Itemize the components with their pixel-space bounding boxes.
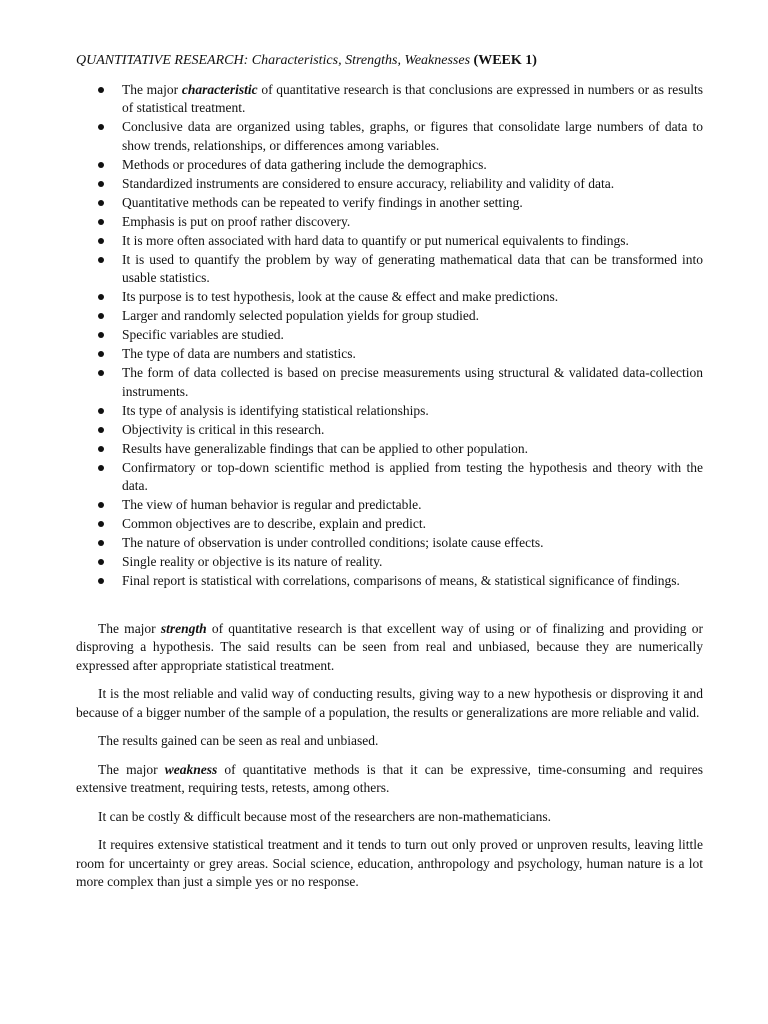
paragraph-text: The results gained can be seen as real and unbiased. — [98, 733, 379, 748]
bullet-icon — [98, 257, 104, 263]
bullet-item — [76, 156, 703, 175]
bullet-item — [76, 572, 703, 591]
paragraph-text-continued: of quantitative research is that excellent way of using or of finalizing and providing or disproving a hypothesis. The said results can be seen from real and unbiased, because they are numerically expressed after appropriate statistical treatment. — [76, 620, 703, 673]
bullet-item — [76, 345, 703, 364]
bullet-icon — [98, 181, 104, 187]
paragraph-text: It is the most reliable and valid way of conducting results, giving way to a new hypothesis or disproving it and because of a bigger number of the sample of a population, the results or generalizations are more reliable and valid. — [76, 686, 703, 720]
bullet-item — [76, 496, 703, 515]
bullet-item — [76, 421, 703, 440]
bullet-item — [76, 515, 703, 534]
bullet-icon — [98, 502, 104, 508]
bullet-text: Larger and randomly selected population yields for group studied. — [122, 308, 480, 323]
bullet-text: Objectivity is critical in this research. — [122, 421, 325, 437]
bullet-item — [76, 326, 703, 345]
bullet-text: Methods or procedures of data gathering include the demographics. — [122, 156, 487, 172]
body-paragraph — [76, 808, 703, 827]
bullet-icon — [98, 294, 104, 300]
bullet-icon — [98, 124, 104, 130]
bullet-item — [76, 364, 703, 401]
paragraph-text: It requires extensive statistical treatment and it tends to turn out only proved or unproven results, leaving little room for uncertainty or grey areas. Social science, education, anthropology and psychology, human nature is a lot more complex than just a simple yes or no response. — [76, 837, 703, 889]
bullet-text-continued: of quantitative research is that conclusions are expressed in numbers or as results of statistical treatment. — [122, 81, 703, 115]
bullet-icon — [98, 313, 104, 319]
bullet-text: Its purpose is to test hypothesis, look at the cause & effect and make predictions. — [122, 289, 559, 304]
body-paragraph — [76, 836, 703, 892]
bullet-icon — [98, 540, 104, 546]
bullet-icon — [98, 219, 104, 225]
bullet-icon — [98, 238, 104, 244]
bullet-icon — [98, 427, 104, 433]
paragraph-text: The major — [98, 761, 165, 777]
bullet-item — [76, 232, 703, 251]
bullet-text: Results have generalizable findings that can be applied to other population. — [122, 440, 529, 456]
bullet-text: Final report is statistical with correlations, comparisons of means, & statistical significance of findings. — [122, 573, 680, 588]
characteristics-list — [76, 81, 703, 591]
paragraph-keyword: weakness — [164, 761, 218, 777]
paragraph-keyword: strength — [160, 620, 207, 636]
bullet-text: It is more often associated with hard data to quantify or put numerical equivalents to findings. — [122, 232, 629, 248]
bullet-text: The nature of observation is under controlled conditions; isolate cause effects. — [122, 535, 544, 550]
bullet-icon — [98, 370, 104, 376]
document-content — [76, 52, 703, 902]
body-paragraph — [76, 732, 703, 751]
bullet-text: Its type of analysis is identifying statistical relationships. — [122, 402, 429, 418]
bullet-item — [76, 440, 703, 459]
bullet-item — [76, 213, 703, 232]
bullet-icon — [98, 446, 104, 452]
paragraph-text: The major — [98, 620, 161, 636]
bullet-text: The view of human behavior is regular and predictable. — [122, 497, 422, 512]
bullet-icon — [98, 465, 104, 471]
paragraph-text-continued: of quantitative methods is that it can be expressive, time-consuming and requires extensive treatment, requiring tests, retests, among others. — [76, 761, 703, 795]
bullet-text: It is used to quantify the problem by way of generating mathematical data that can be transformed into usable statistics. — [122, 251, 703, 285]
bullet-item — [76, 118, 703, 155]
bullet-icon — [98, 162, 104, 168]
bullet-item — [76, 402, 703, 421]
document-title — [76, 52, 703, 71]
strengths-weaknesses-section — [76, 620, 703, 892]
paragraph-text: It can be costly & difficult because most of the researchers are non-mathematicians. — [98, 808, 551, 824]
bullet-text: Quantitative methods can be repeated to verify findings in another setting. — [122, 194, 523, 210]
bullet-icon — [98, 408, 104, 414]
bullet-icon — [98, 87, 104, 93]
bullet-icon — [98, 351, 104, 357]
body-paragraph — [76, 620, 703, 676]
body-paragraph — [76, 761, 703, 798]
bullet-text: Standardized instruments are considered to ensure accuracy, reliability and validity of data. — [122, 175, 615, 191]
bullet-keyword: characteristic — [181, 81, 258, 97]
bullet-item — [76, 194, 703, 213]
bullet-text: Conclusive data are organized using tables, graphs, or figures that consolidate large numbers of data to show trends, relationships, or differences among variables. — [122, 119, 703, 153]
bullet-item — [76, 307, 703, 326]
bullet-item — [76, 251, 703, 288]
bullet-icon — [98, 559, 104, 565]
title-main: QUANTITATIVE RESEARCH: — [76, 53, 249, 68]
bullet-text: Single reality or objective is its nature of reality. — [122, 554, 383, 569]
bullet-icon — [98, 521, 104, 527]
body-paragraph — [76, 685, 703, 722]
bullet-text: Confirmatory or top-down scientific method is applied from testing the hypothesis and theory with the data. — [122, 459, 703, 493]
bullet-item — [76, 81, 703, 118]
bullet-icon — [98, 578, 104, 584]
bullet-item — [76, 288, 703, 307]
bullet-item — [76, 553, 703, 572]
title-subtitle: Characteristics, Strengths, Weaknesses — [251, 53, 471, 68]
bullet-item — [76, 534, 703, 553]
bullet-text: Specific variables are studied. — [122, 327, 284, 342]
bullet-text: Emphasis is put on proof rather discovery. — [122, 213, 351, 229]
bullet-icon — [98, 200, 104, 206]
bullet-icon — [98, 332, 104, 338]
bullet-text: Common objectives are to describe, explain and predict. — [122, 516, 427, 531]
title-week: (WEEK 1) — [473, 53, 537, 68]
bullet-item — [76, 459, 703, 496]
bullet-text: The major — [122, 81, 182, 97]
bullet-text: The form of data collected is based on precise measurements using structural & validated data-collection instruments. — [122, 365, 703, 399]
bullet-item — [76, 175, 703, 194]
bullet-text: The type of data are numbers and statistics. — [122, 346, 356, 361]
